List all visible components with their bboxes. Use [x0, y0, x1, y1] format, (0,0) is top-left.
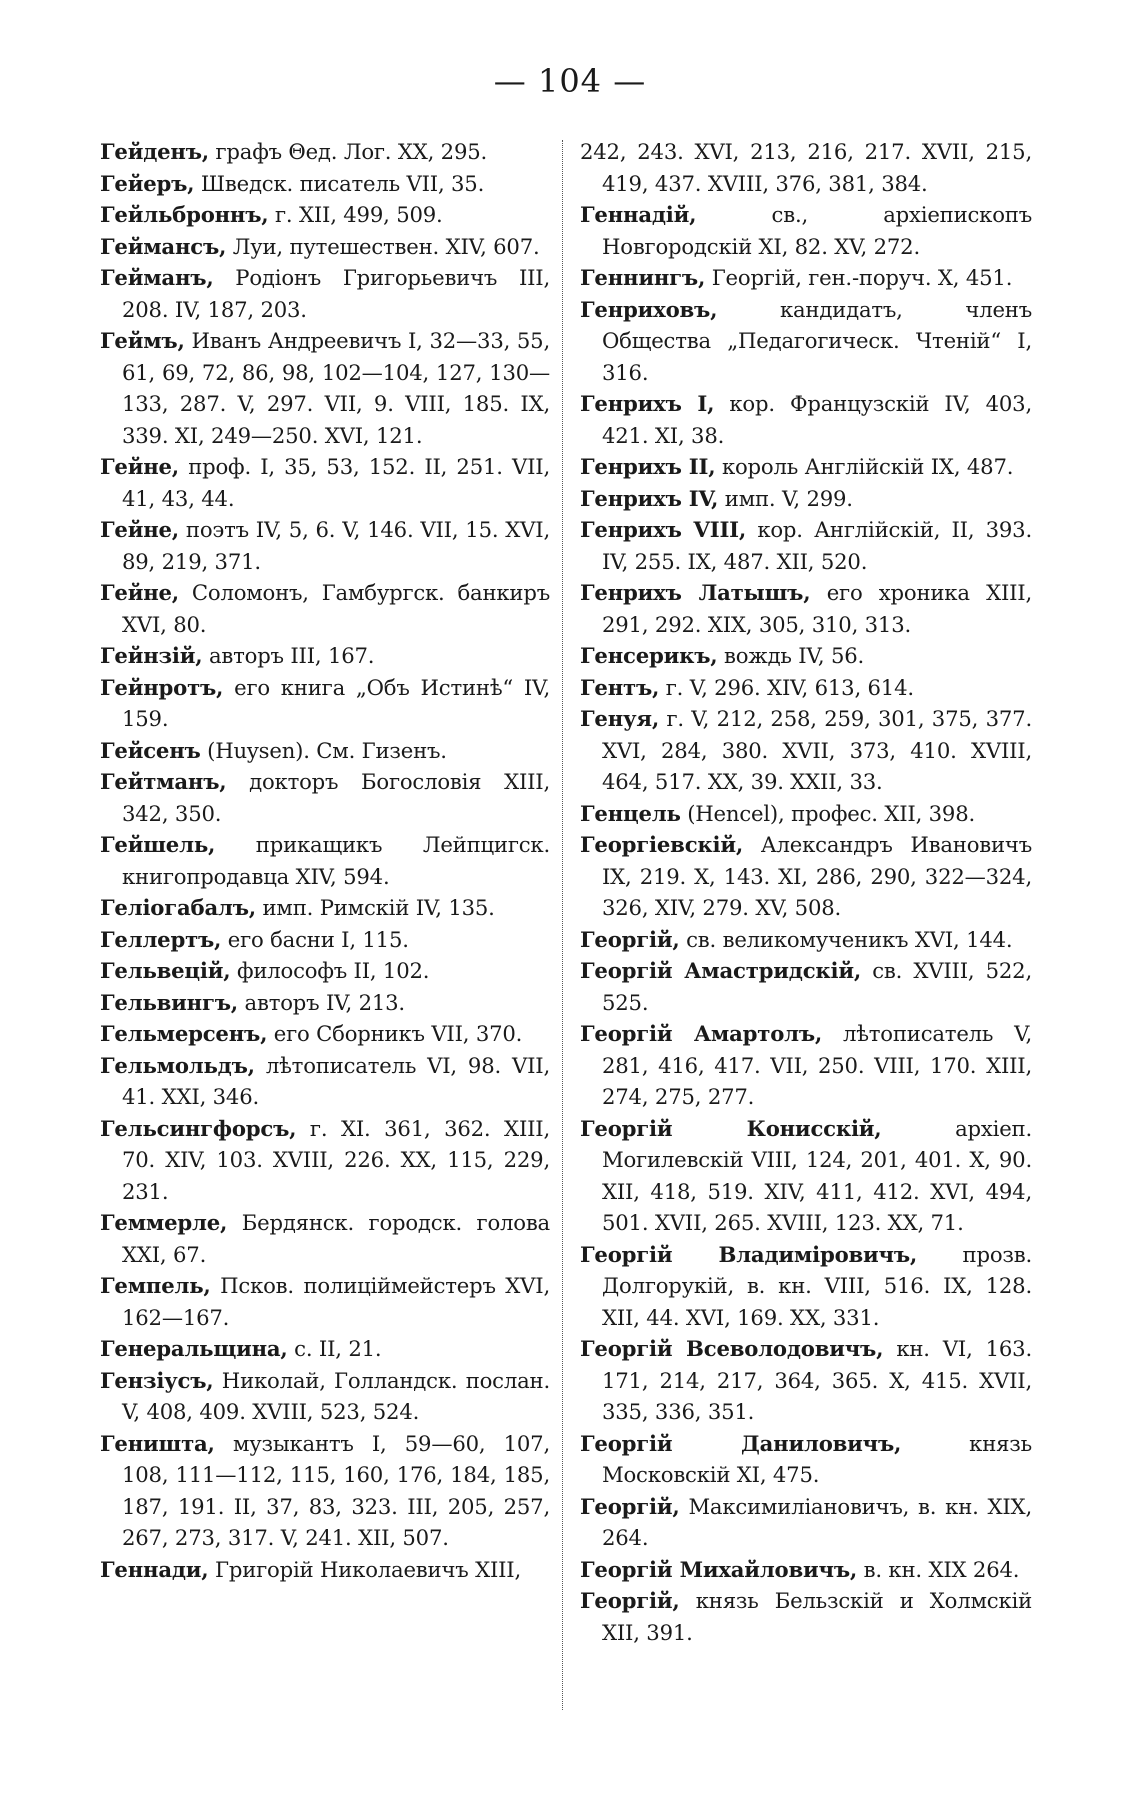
index-entry: [100, 1050, 550, 1113]
index-entry: [580, 514, 1032, 577]
index-entry: [580, 577, 1032, 640]
entry-references: св. великомученикъ XVI, 144.: [686, 926, 1013, 952]
entry-references: вождь IV, 56.: [724, 643, 865, 668]
index-entry: [100, 1270, 550, 1333]
entry-headword: Гельвингъ,: [100, 989, 238, 1015]
left-column: [100, 136, 550, 1585]
index-entry: [580, 703, 1032, 798]
index-entry: [100, 1428, 550, 1554]
entry-headword: Георгій Даниловичъ,: [580, 1430, 902, 1456]
entry-references: г. V, 212, 258, 259, 301, 375, 377. XVI, 284, 380. XVII, 373, 410. XVIII, 464, 517. XX, 39. XXII, 33.: [602, 706, 1032, 794]
entry-headword: Георгій Михайловичъ,: [580, 1556, 858, 1582]
entry-references: Григорій Николаевичъ XIII,: [215, 1556, 522, 1582]
index-entry: [580, 199, 1032, 262]
index-entry: [100, 199, 550, 231]
entry-headword: Генрихъ IV,: [580, 485, 719, 511]
entry-headword: Геннади,: [100, 1556, 209, 1582]
entry-headword: Генрихъ I,: [580, 391, 715, 416]
index-entry: [100, 168, 550, 200]
entry-references: Псков. полиціймейстеръ XVI, 162—167.: [122, 1273, 550, 1330]
index-entry: [580, 1239, 1032, 1334]
index-entry: [100, 672, 550, 735]
entry-headword: Георгій Амастридскій,: [580, 958, 862, 983]
entry-references: графъ Θед. Лог. XX, 295.: [215, 139, 488, 164]
index-entry: [580, 483, 1032, 515]
index-entry: [580, 294, 1032, 389]
entry-headword: Гельсингфорсъ,: [100, 1115, 297, 1141]
entry-references: имп. V, 299.: [724, 485, 853, 511]
entry-headword: Геймъ,: [100, 328, 185, 353]
entry-references: прозв. Долгорукій, в. кн. VIII, 516. IX, 128. XII, 44. XVI, 169. XX, 331.: [602, 1241, 1032, 1330]
index-entry: [100, 924, 550, 956]
entry-references: Шведск. писатель VII, 35.: [200, 170, 485, 196]
index-entry: [100, 766, 550, 829]
entry-references: король Англійскій IX, 487.: [721, 454, 1014, 479]
index-entry: [100, 325, 550, 451]
entry-headword: Гейнзій,: [100, 643, 203, 668]
entry-references: кор. Французскій IV, 403, 421. XI, 38.: [602, 391, 1032, 448]
entry-headword: Гейшель,: [100, 832, 216, 857]
entry-references: архіеп. Могилевскій VIII, 124, 201, 401. X, 90. XII, 418, 519. XIV, 411, 412. XVI, 494, 501. XVII, 265. XVIII, 123. XX, 71.: [602, 1115, 1032, 1235]
entry-references: (Hencel), профес. XII, 398.: [687, 800, 976, 826]
entry-references: философъ II, 102.: [236, 958, 430, 983]
index-entry: [100, 231, 550, 263]
entry-references: его хроника XIII, 291, 292. XIX, 305, 310, 313.: [602, 580, 1032, 637]
entry-references: его Сборникъ VII, 370.: [273, 1021, 523, 1046]
entry-references: докторъ Богословія XIII, 342, 350.: [122, 769, 550, 826]
entry-references: музыкантъ I, 59—60, 107, 108, 111—112, 115, 160, 176, 184, 185, 187, 191. II, 37, 83, 323. III, 205, 257, 267, 273, 317. V, 241. XII, 507.: [122, 1430, 550, 1550]
index-entry: [100, 1207, 550, 1270]
index-entry: [100, 451, 550, 514]
index-entry: [580, 640, 1032, 672]
index-entry: [580, 798, 1032, 830]
entry-references: кандидатъ, членъ Общества „Педагогическ. Чтеній“ I, 316.: [602, 296, 1032, 385]
index-entry: [100, 1365, 550, 1428]
entry-references: Максимиліановичъ, в. кн. XIX, 264.: [602, 1493, 1032, 1550]
entry-references: проф. I, 35, 53, 152. II, 251. VII, 41, 43, 44.: [122, 454, 550, 511]
entry-references: князь Московскій XI, 475.: [602, 1430, 1032, 1487]
index-entry: [100, 829, 550, 892]
right-column: [580, 136, 1032, 1648]
index-entry: [580, 1585, 1032, 1648]
entry-references: Луи, путешествен. XIV, 607.: [232, 233, 540, 259]
entry-references: г. XI. 361, 362. XIII, 70. XIV, 103. XVIII, 226. XX, 115, 229, 231.: [122, 1115, 550, 1204]
entry-headword: Гензіусъ,: [100, 1367, 214, 1393]
entry-references: поэтъ IV, 5, 6. V, 146. VII, 15. XVI, 89, 219, 371.: [122, 517, 550, 574]
entry-headword: Гейльброннъ,: [100, 202, 269, 227]
entry-references: г. V, 296. XIV, 613, 614.: [665, 674, 914, 700]
entry-references: Родіонъ Григорьевичъ III, 208. IV, 187, 203.: [122, 265, 550, 322]
index-entry: [580, 955, 1032, 1018]
index-entry: [100, 136, 550, 168]
entry-headword: Георгій Амартолъ,: [580, 1021, 823, 1046]
index-entry: [580, 136, 1032, 199]
index-entry: [100, 514, 550, 577]
entry-headword: Гейсенъ: [100, 737, 201, 763]
index-entry: [580, 1491, 1032, 1554]
entry-headword: Генуя,: [580, 706, 660, 731]
entry-references: прикащикъ Лейпцигск. книгопродавца XIV, 594.: [122, 832, 550, 889]
entry-headword: Георгій Владиміровичъ,: [580, 1241, 918, 1267]
entry-headword: Геннадій,: [580, 202, 697, 227]
entry-headword: Гемпель,: [100, 1273, 211, 1298]
entry-references: 242, 243. XVI, 213, 216, 217. XVII, 215, 419, 437. XVIII, 376, 381, 384.: [580, 139, 1032, 196]
entry-headword: Георгій,: [580, 1588, 680, 1613]
entry-references: авторъ IV, 213.: [244, 989, 405, 1015]
entry-references: Георгій, ген.-поруч. X, 451.: [711, 265, 1013, 290]
entry-references: (Huysen). См. Гизенъ.: [207, 737, 447, 763]
index-entry: [580, 1333, 1032, 1428]
index-entry: [100, 577, 550, 640]
index-entry: [100, 955, 550, 987]
entry-headword: Генеральщина,: [100, 1336, 288, 1361]
entry-headword: Генцель: [580, 800, 681, 826]
index-entry: [580, 1113, 1032, 1239]
entry-headword: Геммерле,: [100, 1210, 228, 1235]
index-entry: [580, 1018, 1032, 1113]
index-entry: [100, 262, 550, 325]
entry-references: г. XII, 499, 509.: [275, 202, 443, 227]
entry-headword: Гельмерсенъ,: [100, 1021, 268, 1046]
entry-headword: Гейденъ,: [100, 139, 209, 164]
entry-references: авторъ III, 167.: [208, 643, 375, 668]
entry-headword: Гельмольдъ,: [100, 1052, 255, 1078]
entry-headword: Георгій Всеволодовичъ,: [580, 1336, 884, 1361]
entry-headword: Генриховъ,: [580, 296, 718, 322]
entry-references: лѣтописатель V, 281, 416, 417. VII, 250. VIII, 170. XIII, 274, 275, 277.: [602, 1021, 1032, 1109]
entry-references: св., архіепископъ Новгородскій XI, 82. XV, 272.: [602, 202, 1032, 259]
entry-headword: Геймансъ,: [100, 233, 227, 259]
entry-headword: Геништа,: [100, 1430, 215, 1456]
index-entry: [580, 1428, 1032, 1491]
entry-headword: Гельвецій,: [100, 958, 231, 983]
entry-headword: Георгій Конисскій,: [580, 1115, 882, 1141]
entry-references: Александръ Ивановичъ IX, 219. X, 143. XI, 286, 290, 322—324, 326, XIV, 279. XV, 508.: [602, 832, 1032, 920]
index-entry: [100, 735, 550, 767]
page-number: — 104 —: [493, 62, 647, 100]
entry-headword: Гейеръ,: [100, 170, 195, 196]
entry-headword: Георгіевскій,: [580, 832, 744, 857]
entry-headword: Генрихъ II,: [580, 454, 716, 479]
entry-references: в. кн. XIX 264.: [863, 1556, 1020, 1582]
entry-headword: Геннингъ,: [580, 265, 706, 290]
entry-headword: Генрихъ Латышъ,: [580, 580, 811, 605]
entry-references: его басни I, 115.: [227, 926, 409, 952]
entry-headword: Георгій,: [580, 1493, 680, 1519]
index-entry: [580, 1554, 1032, 1586]
index-entry: [100, 640, 550, 672]
entry-headword: Гейнротъ,: [100, 674, 224, 700]
index-entry: [100, 1018, 550, 1050]
index-entry: [580, 829, 1032, 924]
entry-references: Иванъ Андреевичъ I, 32—33, 55, 61, 69, 72, 86, 98, 102—104, 127, 130—133, 287. V, 297. VII, 9. VIII, 185. IX, 339. XI, 249—250. XVI, 121.: [122, 328, 550, 448]
entry-references: св. XVIII, 522, 525.: [602, 958, 1032, 1015]
entry-headword: Геліогабалъ,: [100, 895, 256, 920]
index-entry: [580, 262, 1032, 294]
index-entry: [580, 451, 1032, 483]
index-entry: [580, 388, 1032, 451]
index-entry: [100, 1554, 550, 1586]
entry-headword: Генрихъ VIII,: [580, 517, 747, 542]
entry-headword: Гентъ,: [580, 674, 660, 700]
entry-references: князь Бельзскій и Холмскій XII, 391.: [602, 1588, 1032, 1645]
index-entry: [580, 924, 1032, 956]
column-divider: [562, 140, 563, 1710]
index-entry: [100, 1333, 550, 1365]
index-entry: [580, 672, 1032, 704]
entry-references: Соломонъ, Гамбургск. банкиръ XVI, 80.: [122, 580, 550, 637]
entry-references: имп. Римскій IV, 135.: [262, 895, 495, 920]
index-entry: [100, 892, 550, 924]
index-entry: [100, 987, 550, 1019]
entry-headword: Гейне,: [100, 580, 179, 605]
entry-headword: Генсерикъ,: [580, 643, 718, 668]
entry-headword: Гейне,: [100, 454, 179, 479]
entry-references: кн. VI, 163. 171, 214, 217, 364, 365. X, 415. XVII, 335, 336, 351.: [602, 1336, 1032, 1424]
entry-references: его книга „Объ Истинѣ“ IV, 159.: [122, 674, 550, 731]
entry-headword: Гейманъ,: [100, 265, 214, 290]
entry-references: Бердянск. городск. голова XXI, 67.: [122, 1210, 550, 1267]
entry-references: лѣтописатель VI, 98. VII, 41. XXI, 346.: [122, 1052, 550, 1109]
entry-headword: Гейтманъ,: [100, 769, 227, 794]
entry-references: с. II, 21.: [294, 1336, 382, 1361]
entry-headword: Георгій,: [580, 926, 680, 952]
entry-references: Николай, Голландск. послан. V, 408, 409. XVIII, 523, 524.: [122, 1367, 550, 1424]
entry-headword: Гейне,: [100, 517, 179, 542]
entry-references: кор. Англійскій, II, 393. IV, 255. IX, 487. XII, 520.: [602, 517, 1032, 574]
entry-headword: Геллертъ,: [100, 926, 222, 952]
index-entry: [100, 1113, 550, 1208]
